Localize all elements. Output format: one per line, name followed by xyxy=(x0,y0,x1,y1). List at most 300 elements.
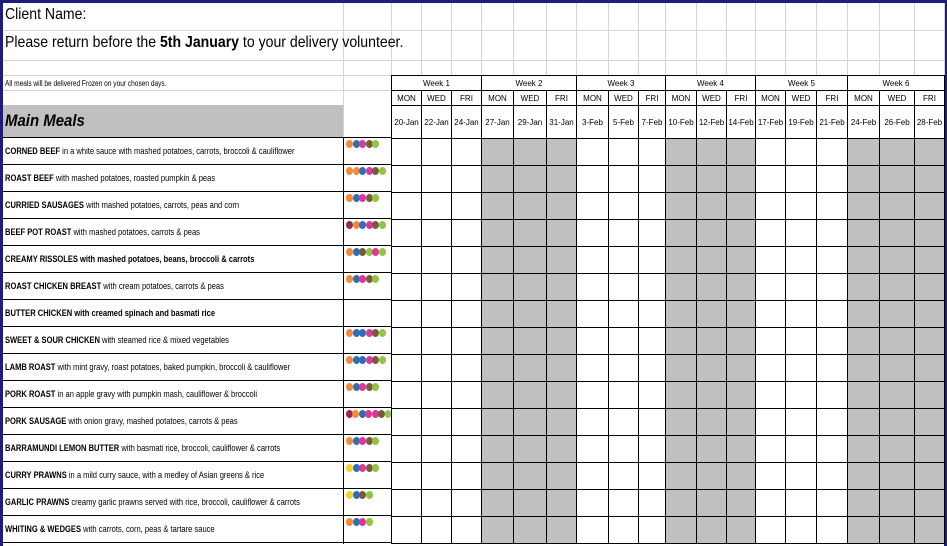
order-cell[interactable] xyxy=(639,247,666,274)
order-cell[interactable] xyxy=(482,463,514,490)
order-cell[interactable] xyxy=(452,220,482,247)
order-cell[interactable] xyxy=(817,409,848,436)
order-cell[interactable] xyxy=(609,193,639,220)
order-cell[interactable] xyxy=(727,274,756,301)
order-cell[interactable] xyxy=(639,490,666,517)
order-cell[interactable] xyxy=(639,436,666,463)
order-cell[interactable] xyxy=(514,355,547,382)
order-cell[interactable] xyxy=(848,139,880,166)
order-cell[interactable] xyxy=(514,517,547,544)
order-cell[interactable] xyxy=(848,166,880,193)
order-cell[interactable] xyxy=(756,301,786,328)
order-cell[interactable] xyxy=(697,220,727,247)
green-dietary-icon xyxy=(372,194,379,202)
order-cell[interactable] xyxy=(482,220,514,247)
gridline xyxy=(3,90,391,91)
order-cell[interactable] xyxy=(817,220,848,247)
order-cell[interactable] xyxy=(786,247,817,274)
green-dietary-icon xyxy=(366,518,373,526)
order-cell[interactable] xyxy=(697,409,727,436)
order-cell[interactable] xyxy=(786,355,817,382)
order-cell[interactable] xyxy=(392,436,422,463)
order-cell[interactable] xyxy=(514,247,547,274)
order-cell[interactable] xyxy=(452,274,482,301)
order-cell[interactable] xyxy=(666,139,697,166)
order-cell[interactable] xyxy=(577,193,609,220)
order-cell[interactable] xyxy=(514,139,547,166)
order-cell[interactable] xyxy=(392,220,422,247)
order-cell[interactable] xyxy=(392,166,422,193)
order-cell[interactable] xyxy=(727,166,756,193)
order-cell[interactable] xyxy=(880,409,915,436)
order-cell[interactable] xyxy=(639,139,666,166)
order-cell[interactable] xyxy=(756,382,786,409)
order-cell[interactable] xyxy=(482,274,514,301)
meal-details: with cream potatoes, carrots & peas xyxy=(101,281,224,291)
day-header: MON xyxy=(482,91,514,106)
order-cell[interactable] xyxy=(756,220,786,247)
order-cell[interactable] xyxy=(514,490,547,517)
order-cell[interactable] xyxy=(609,328,639,355)
order-cell[interactable] xyxy=(452,301,482,328)
order-cell[interactable] xyxy=(915,247,945,274)
order-cell[interactable] xyxy=(666,328,697,355)
order-cell[interactable] xyxy=(452,193,482,220)
order-cell[interactable] xyxy=(817,301,848,328)
order-cell[interactable] xyxy=(482,328,514,355)
order-cell[interactable] xyxy=(817,436,848,463)
order-cell[interactable] xyxy=(666,490,697,517)
order-cell[interactable] xyxy=(639,328,666,355)
order-cell[interactable] xyxy=(392,409,422,436)
order-cell[interactable] xyxy=(848,463,880,490)
order-cell[interactable] xyxy=(422,166,452,193)
order-cell[interactable] xyxy=(452,247,482,274)
order-cell[interactable] xyxy=(609,517,639,544)
order-cell[interactable] xyxy=(422,274,452,301)
order-cell[interactable] xyxy=(786,409,817,436)
order-cell[interactable] xyxy=(697,193,727,220)
order-cell[interactable] xyxy=(422,436,452,463)
order-cell[interactable] xyxy=(915,382,945,409)
dietary-icons xyxy=(343,300,391,327)
order-cell[interactable] xyxy=(547,409,577,436)
order-cell[interactable] xyxy=(880,436,915,463)
order-cell[interactable] xyxy=(639,220,666,247)
order-cell[interactable] xyxy=(848,247,880,274)
order-cell[interactable] xyxy=(880,166,915,193)
order-cell[interactable] xyxy=(392,139,422,166)
order-cell[interactable] xyxy=(727,328,756,355)
order-cell[interactable] xyxy=(514,220,547,247)
order-cell[interactable] xyxy=(547,139,577,166)
order-cell[interactable] xyxy=(697,274,727,301)
order-cell[interactable] xyxy=(817,517,848,544)
order-cell[interactable] xyxy=(697,328,727,355)
order-cell[interactable] xyxy=(452,436,482,463)
order-cell[interactable] xyxy=(848,436,880,463)
order-cell[interactable] xyxy=(727,436,756,463)
order-cell[interactable] xyxy=(727,490,756,517)
order-cell[interactable] xyxy=(666,436,697,463)
order-cell[interactable] xyxy=(639,193,666,220)
order-cell[interactable] xyxy=(786,436,817,463)
order-cell[interactable] xyxy=(880,220,915,247)
order-cell[interactable] xyxy=(817,139,848,166)
order-cell[interactable] xyxy=(514,382,547,409)
order-cell[interactable] xyxy=(817,247,848,274)
order-cell[interactable] xyxy=(392,247,422,274)
order-cell[interactable] xyxy=(848,382,880,409)
brown-dietary-icon xyxy=(372,167,379,175)
order-cell[interactable] xyxy=(577,517,609,544)
order-cell[interactable] xyxy=(756,274,786,301)
dietary-icons xyxy=(343,408,391,435)
order-cell[interactable] xyxy=(452,328,482,355)
order-cell[interactable] xyxy=(848,355,880,382)
order-cell[interactable] xyxy=(577,409,609,436)
order-cell[interactable] xyxy=(915,139,945,166)
order-cell[interactable] xyxy=(666,382,697,409)
order-cell[interactable] xyxy=(915,409,945,436)
order-cell[interactable] xyxy=(697,463,727,490)
schedule-row xyxy=(392,274,945,301)
order-cell[interactable] xyxy=(547,517,577,544)
order-cell[interactable] xyxy=(666,301,697,328)
order-cell[interactable] xyxy=(639,355,666,382)
date-header: 27-Jan xyxy=(482,106,514,139)
gridline xyxy=(816,3,817,75)
order-cell[interactable] xyxy=(727,193,756,220)
meal-description xyxy=(5,173,215,183)
order-cell[interactable] xyxy=(577,166,609,193)
order-cell[interactable] xyxy=(452,382,482,409)
order-cell[interactable] xyxy=(422,220,452,247)
order-cell[interactable] xyxy=(482,301,514,328)
order-cell[interactable] xyxy=(756,436,786,463)
order-cell[interactable] xyxy=(786,328,817,355)
order-cell[interactable] xyxy=(639,517,666,544)
order-cell[interactable] xyxy=(880,301,915,328)
order-cell[interactable] xyxy=(392,517,422,544)
order-cell[interactable] xyxy=(915,193,945,220)
order-cell[interactable] xyxy=(817,490,848,517)
order-cell[interactable] xyxy=(609,166,639,193)
order-cell[interactable] xyxy=(422,193,452,220)
order-cell[interactable] xyxy=(727,409,756,436)
order-cell[interactable] xyxy=(848,490,880,517)
order-cell[interactable] xyxy=(577,220,609,247)
order-cell[interactable] xyxy=(697,490,727,517)
order-cell[interactable] xyxy=(880,517,915,544)
order-cell[interactable] xyxy=(482,517,514,544)
order-cell[interactable] xyxy=(609,382,639,409)
order-cell[interactable] xyxy=(697,166,727,193)
order-cell[interactable] xyxy=(756,517,786,544)
order-cell[interactable] xyxy=(727,247,756,274)
gridline xyxy=(421,3,422,75)
order-cell[interactable] xyxy=(666,355,697,382)
schedule-row xyxy=(392,301,945,328)
order-cell[interactable] xyxy=(915,436,945,463)
order-cell[interactable] xyxy=(482,409,514,436)
order-cell[interactable] xyxy=(817,463,848,490)
order-cell[interactable] xyxy=(848,328,880,355)
order-cell[interactable] xyxy=(422,247,452,274)
order-cell[interactable] xyxy=(848,301,880,328)
order-cell[interactable] xyxy=(452,139,482,166)
order-cell[interactable] xyxy=(756,193,786,220)
order-cell[interactable] xyxy=(756,463,786,490)
order-cell[interactable] xyxy=(482,490,514,517)
order-cell[interactable] xyxy=(422,355,452,382)
order-cell[interactable] xyxy=(392,463,422,490)
order-cell[interactable] xyxy=(577,328,609,355)
order-cell[interactable] xyxy=(915,220,945,247)
order-cell[interactable] xyxy=(880,355,915,382)
order-cell[interactable] xyxy=(514,166,547,193)
order-cell[interactable] xyxy=(577,247,609,274)
order-cell[interactable] xyxy=(422,139,452,166)
order-cell[interactable] xyxy=(609,490,639,517)
order-cell[interactable] xyxy=(817,166,848,193)
order-cell[interactable] xyxy=(609,139,639,166)
order-cell[interactable] xyxy=(482,247,514,274)
order-cell[interactable] xyxy=(697,139,727,166)
order-cell[interactable] xyxy=(452,166,482,193)
order-cell[interactable] xyxy=(577,139,609,166)
order-cell[interactable] xyxy=(848,193,880,220)
order-cell[interactable] xyxy=(756,409,786,436)
order-cell[interactable] xyxy=(452,463,482,490)
order-cell[interactable] xyxy=(422,328,452,355)
order-cell[interactable] xyxy=(452,355,482,382)
order-cell[interactable] xyxy=(547,220,577,247)
order-cell[interactable] xyxy=(577,490,609,517)
order-cell[interactable] xyxy=(392,274,422,301)
order-cell[interactable] xyxy=(422,463,452,490)
order-cell[interactable] xyxy=(915,355,945,382)
order-cell[interactable] xyxy=(727,382,756,409)
order-cell[interactable] xyxy=(666,463,697,490)
order-cell[interactable] xyxy=(697,382,727,409)
order-cell[interactable] xyxy=(915,517,945,544)
order-cell[interactable] xyxy=(422,517,452,544)
order-cell[interactable] xyxy=(482,139,514,166)
order-cell[interactable] xyxy=(915,328,945,355)
order-cell[interactable] xyxy=(848,274,880,301)
order-cell[interactable] xyxy=(392,328,422,355)
order-cell[interactable] xyxy=(547,301,577,328)
order-cell[interactable] xyxy=(880,382,915,409)
meal-details: with mashed potatoes, carrots, peas and corn xyxy=(83,200,240,210)
order-cell[interactable] xyxy=(514,436,547,463)
order-cell[interactable] xyxy=(786,166,817,193)
order-cell[interactable] xyxy=(880,328,915,355)
order-cell[interactable] xyxy=(697,355,727,382)
order-cell[interactable] xyxy=(666,517,697,544)
order-cell[interactable] xyxy=(817,328,848,355)
order-cell[interactable] xyxy=(609,274,639,301)
order-cell[interactable] xyxy=(756,490,786,517)
order-cell[interactable] xyxy=(786,517,817,544)
day-header: FRI xyxy=(727,91,756,106)
order-cell[interactable] xyxy=(577,355,609,382)
order-cell[interactable] xyxy=(547,193,577,220)
order-cell[interactable] xyxy=(880,193,915,220)
order-cell[interactable] xyxy=(727,517,756,544)
order-cell[interactable] xyxy=(514,274,547,301)
order-cell[interactable] xyxy=(577,382,609,409)
schedule-row xyxy=(392,463,945,490)
order-cell[interactable] xyxy=(547,247,577,274)
order-cell[interactable] xyxy=(609,355,639,382)
order-cell[interactable] xyxy=(452,490,482,517)
order-cell[interactable] xyxy=(848,220,880,247)
order-cell[interactable] xyxy=(609,247,639,274)
order-cell[interactable] xyxy=(392,382,422,409)
order-cell[interactable] xyxy=(727,220,756,247)
order-cell[interactable] xyxy=(786,382,817,409)
order-cell[interactable] xyxy=(639,166,666,193)
dietary-icons xyxy=(343,516,391,543)
order-cell[interactable] xyxy=(880,274,915,301)
order-cell[interactable] xyxy=(756,355,786,382)
order-cell[interactable] xyxy=(786,139,817,166)
order-cell[interactable] xyxy=(547,490,577,517)
order-cell[interactable] xyxy=(666,274,697,301)
order-cell[interactable] xyxy=(639,301,666,328)
order-cell[interactable] xyxy=(482,382,514,409)
meal-details: with carrots, corn, peas & tartare sauce xyxy=(81,524,215,534)
order-cell[interactable] xyxy=(482,355,514,382)
order-cell[interactable] xyxy=(482,436,514,463)
green-dietary-icon xyxy=(379,329,386,337)
order-cell[interactable] xyxy=(666,247,697,274)
order-cell[interactable] xyxy=(880,490,915,517)
order-cell[interactable] xyxy=(880,463,915,490)
order-cell[interactable] xyxy=(422,490,452,517)
order-cell[interactable] xyxy=(915,166,945,193)
order-cell[interactable] xyxy=(514,193,547,220)
order-cell[interactable] xyxy=(666,220,697,247)
order-cell[interactable] xyxy=(452,517,482,544)
week-header: Week 6 xyxy=(848,76,945,91)
order-cell[interactable] xyxy=(547,166,577,193)
order-cell[interactable] xyxy=(514,409,547,436)
order-cell[interactable] xyxy=(514,463,547,490)
order-cell[interactable] xyxy=(756,139,786,166)
green-dietary-icon xyxy=(379,221,386,229)
order-cell[interactable] xyxy=(727,355,756,382)
order-cell[interactable] xyxy=(817,355,848,382)
order-cell[interactable] xyxy=(786,490,817,517)
order-cell[interactable] xyxy=(547,463,577,490)
order-cell[interactable] xyxy=(786,274,817,301)
order-cell[interactable] xyxy=(547,355,577,382)
order-cell[interactable] xyxy=(639,274,666,301)
order-cell[interactable] xyxy=(577,274,609,301)
order-cell[interactable] xyxy=(817,382,848,409)
order-cell[interactable] xyxy=(915,301,945,328)
order-cell[interactable] xyxy=(422,409,452,436)
order-cell[interactable] xyxy=(697,247,727,274)
order-cell[interactable] xyxy=(848,517,880,544)
order-cell[interactable] xyxy=(666,166,697,193)
order-cell[interactable] xyxy=(422,382,452,409)
order-cell[interactable] xyxy=(392,301,422,328)
order-cell[interactable] xyxy=(577,436,609,463)
order-cell[interactable] xyxy=(848,409,880,436)
meal-details: in a mild curry sauce, with a medley of Asian greens & rice xyxy=(66,470,265,480)
order-cell[interactable] xyxy=(452,409,482,436)
order-cell[interactable] xyxy=(482,193,514,220)
order-cell[interactable] xyxy=(756,328,786,355)
order-cell[interactable] xyxy=(786,193,817,220)
order-cell[interactable] xyxy=(786,301,817,328)
order-cell[interactable] xyxy=(756,166,786,193)
order-cell[interactable] xyxy=(915,490,945,517)
order-cell[interactable] xyxy=(547,328,577,355)
order-cell[interactable] xyxy=(727,463,756,490)
row-divider xyxy=(3,542,391,543)
order-cell[interactable] xyxy=(727,301,756,328)
order-cell[interactable] xyxy=(697,436,727,463)
order-cell[interactable] xyxy=(880,139,915,166)
order-cell[interactable] xyxy=(639,409,666,436)
order-cell[interactable] xyxy=(392,355,422,382)
order-cell[interactable] xyxy=(547,274,577,301)
order-cell[interactable] xyxy=(609,409,639,436)
order-cell[interactable] xyxy=(727,139,756,166)
meal-row xyxy=(3,219,391,246)
order-cell[interactable] xyxy=(880,247,915,274)
order-cell[interactable] xyxy=(666,193,697,220)
meal-row xyxy=(3,516,391,543)
gridline xyxy=(513,3,514,75)
order-cell[interactable] xyxy=(422,301,452,328)
order-cell[interactable] xyxy=(482,166,514,193)
order-cell[interactable] xyxy=(639,463,666,490)
order-cell[interactable] xyxy=(756,247,786,274)
order-cell[interactable] xyxy=(786,220,817,247)
order-cell[interactable] xyxy=(609,463,639,490)
order-cell[interactable] xyxy=(915,274,945,301)
date-header: 20-Jan xyxy=(392,106,422,139)
order-cell[interactable] xyxy=(514,328,547,355)
order-cell[interactable] xyxy=(817,274,848,301)
order-cell[interactable] xyxy=(609,301,639,328)
order-cell[interactable] xyxy=(666,409,697,436)
order-cell[interactable] xyxy=(514,301,547,328)
pink-dietary-icon xyxy=(372,248,379,256)
order-cell[interactable] xyxy=(547,382,577,409)
row-divider xyxy=(3,137,391,138)
order-cell[interactable] xyxy=(639,382,666,409)
order-cell[interactable] xyxy=(697,301,727,328)
order-cell[interactable] xyxy=(817,193,848,220)
order-cell[interactable] xyxy=(577,463,609,490)
order-cell[interactable] xyxy=(392,490,422,517)
order-cell[interactable] xyxy=(577,301,609,328)
order-cell[interactable] xyxy=(609,436,639,463)
order-cell[interactable] xyxy=(915,463,945,490)
order-cell[interactable] xyxy=(547,436,577,463)
order-cell[interactable] xyxy=(697,517,727,544)
order-cell[interactable] xyxy=(609,220,639,247)
order-cell[interactable] xyxy=(392,193,422,220)
order-cell[interactable] xyxy=(786,463,817,490)
